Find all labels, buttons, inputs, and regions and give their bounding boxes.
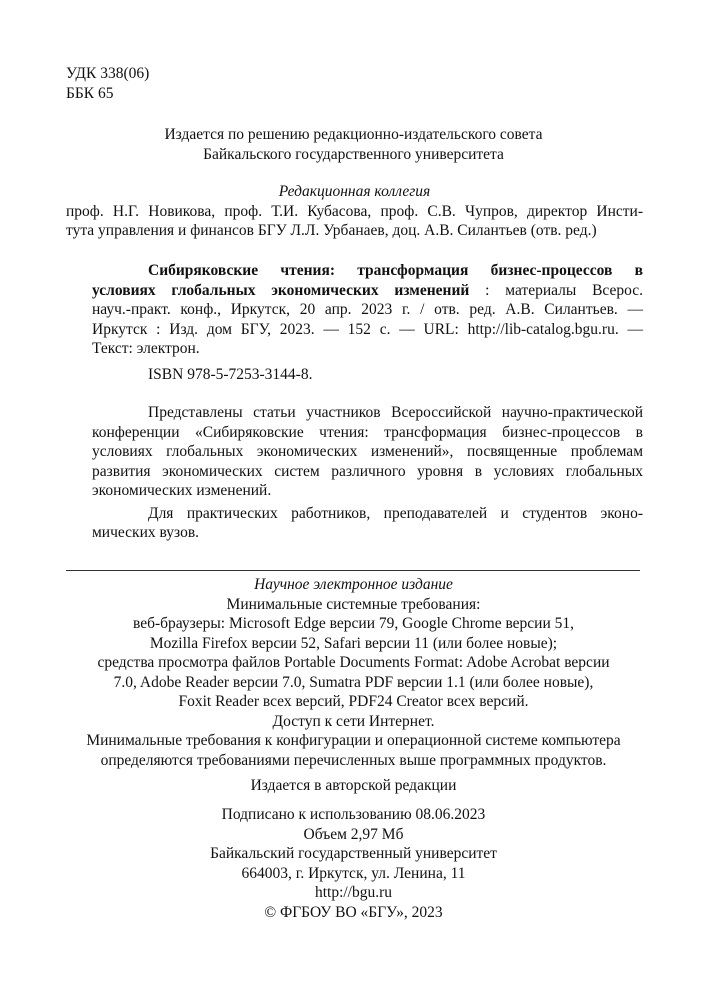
imprint: [0, 805, 707, 922]
edition-note: [0, 776, 707, 796]
board-heading: Редакционная коллегия: [278, 183, 431, 200]
system-requirements: [0, 575, 707, 770]
requirements-line: Доступ к сети Интернет.: [272, 712, 435, 730]
annotation-line: развития экономических систем различного уровня в условиях глобальных: [92, 462, 643, 480]
board-members-line: проф. Н.Г. Новикова, проф. Т.И. Кубасова, проф. С.В. Чупров, директор Инсти-: [66, 202, 643, 220]
citation-title: Сибиряковские чтения: трансформация бизнес-процессов в: [148, 262, 643, 279]
imprint-line: © ФГБОУ ВО «БГУ», 2023: [264, 903, 443, 921]
requirements-line: Mozilla Firefox версии 52, Safari версии 11 (или более новые);: [149, 634, 558, 652]
requirements-line: веб-браузеры: Microsoft Edge версии 79, Google Chrome версии 51,: [132, 615, 575, 632]
audience-line: мических вузов.: [92, 524, 200, 541]
divider: [66, 570, 640, 571]
imprint-line: 664003, г. Иркутск, ул. Ленина, 11: [241, 864, 466, 882]
citation-line: науч.-практ. конф., Иркутск, 20 апр. 2023 г. / отв. ред. А.В. Силантьев. —: [92, 301, 643, 318]
imprint-line: Байкальский государственный университет: [210, 845, 497, 862]
annotation-line: экономических изменений.: [92, 482, 272, 499]
citation-material-type: : материалы Всерос.: [469, 281, 643, 299]
requirements-line: Foxit Reader всех версий, PDF24 Creator всех версий.: [178, 693, 529, 710]
publisher-note: [0, 125, 707, 164]
publisher-note-line: Издается по решению редакционно-издательского совета: [164, 126, 543, 143]
annotation-line: условиях глобальных экономических изменений», посвященные проблемам: [92, 443, 643, 460]
annotation: [92, 403, 643, 543]
edition-type: Научное электронное издание: [254, 576, 453, 593]
publisher-note-line: Байкальского государственного университета: [203, 145, 504, 163]
citation-title-cont: условиях глобальных экономических изменений: [92, 281, 470, 299]
citation-line: [92, 281, 643, 301]
annotation-line: Представлены статьи участников Всероссийской научно-практической: [148, 404, 643, 421]
citation-block: [92, 261, 643, 384]
requirements-line: Минимальные системные требования:: [226, 595, 481, 613]
edition-note-text: Издается в авторской редакции: [250, 777, 457, 794]
citation-line: Текст: электрон.: [92, 340, 200, 357]
annotation-line: конференции «Сибиряковские чтения: трансформация бизнес-процессов в: [92, 423, 643, 441]
bbk-code: ББК 65: [66, 84, 114, 102]
imprint-line: Подписано к использованию 08.06.2023: [221, 806, 486, 823]
citation-line: Иркутск : Изд. дом БГУ, 2023. — 152 с. — URL: http://lib-catalog.bgu.ru. —: [92, 320, 643, 338]
isbn: ISBN 978-5-7253-3144-8.: [148, 365, 313, 383]
udk-code: УДК 338(06): [66, 65, 150, 82]
requirements-line: Минимальные требования к конфигурации и операционной системе компьютера: [86, 732, 621, 749]
requirements-line: средства просмотра файлов Portable Documents Format: Adobe Acrobat версии: [97, 654, 610, 671]
imprint-line: Объем 2,97 Мб: [303, 825, 404, 843]
imprint-line: http://bgu.ru: [314, 884, 393, 901]
audience-line: Для практических работников, преподавателей и студентов эконо-: [148, 504, 643, 522]
requirements-line: определяются требованиями перечисленных выше программных продуктов.: [100, 751, 607, 769]
classification-codes: [66, 64, 149, 103]
editorial-board: [66, 182, 643, 241]
board-members-line: тута управления и финансов БГУ Л.Л. Урбанаев, доц. А.В. Силантьев (отв. ред.): [66, 222, 597, 239]
requirements-line: 7.0, Adobe Reader версии 7.0, Sumatra PDF версии 1.1 (или более новые),: [113, 673, 594, 691]
